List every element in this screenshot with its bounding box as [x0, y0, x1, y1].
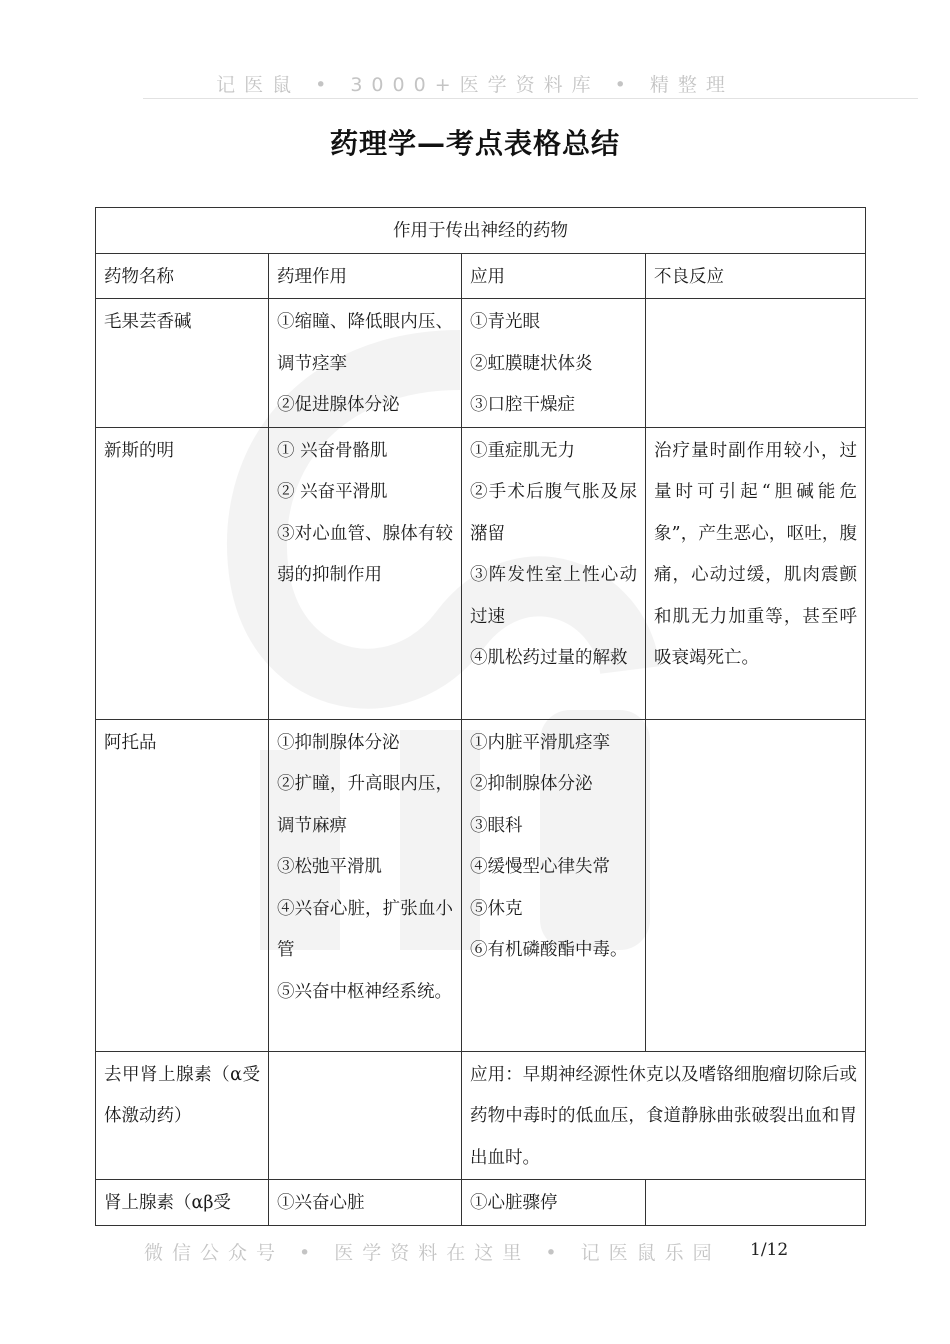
drug-name-cell: 毛果芸香碱 [96, 299, 269, 428]
drug-use-cell: ①重症肌无力 ②手术后腹气胀及尿潴留 ③阵发性室上性心动过速 ④肌松药过量的解救 [462, 427, 646, 719]
column-header: 药理作用 [269, 253, 462, 299]
table-row [96, 299, 866, 428]
page-title: 药理学—考点表格总结 [329, 127, 620, 160]
drug-name-cell: 肾上腺素（αβ受 [96, 1180, 269, 1226]
table-row [96, 1051, 866, 1180]
drug-adverse-cell [646, 719, 866, 1051]
table-row [96, 719, 866, 1051]
table-row [96, 1180, 866, 1226]
drug-name-cell: 阿托品 [96, 719, 269, 1051]
drug-table [95, 207, 866, 1226]
drug-name-cell: 去甲肾上腺素（α受体激动药） [96, 1051, 269, 1180]
drug-name-cell: 新斯的明 [96, 427, 269, 719]
page-footer: 微信公众号 • 医学资料在这里 • 记医鼠乐园 [144, 1242, 721, 1264]
drug-action-cell: ①兴奋心脏 [269, 1180, 462, 1226]
column-header: 药物名称 [96, 253, 269, 299]
drug-adverse-cell [646, 1180, 866, 1226]
drug-use-cell: ①青光眼 ②虹膜睫状体炎 ③口腔干燥症 [462, 299, 646, 428]
table-row [96, 427, 866, 719]
column-header: 不良反应 [646, 253, 866, 299]
drug-action-cell [269, 1051, 462, 1180]
page-number: 1/12 [750, 1240, 789, 1260]
column-header: 应用 [462, 253, 646, 299]
drug-use-cell: ①内脏平滑肌痉挛 ②抑制腺体分泌 ③眼科 ④缓慢型心律失常 ⑤休克 ⑥有机磷酸酯中毒。 [462, 719, 646, 1051]
drug-adverse-cell [646, 299, 866, 428]
header-divider [143, 98, 918, 99]
drug-action-cell: ①抑制腺体分泌 ②扩瞳，升高眼内压，调节麻痹 ③松弛平滑肌 ④兴奋心脏，扩张血小管 ⑤兴奋中枢神经系统。 [269, 719, 462, 1051]
drug-action-cell: ①缩瞳、降低眼内压、调节痉挛 ②促进腺体分泌 [269, 299, 462, 428]
drug-action-cell: ① 兴奋骨骼肌 ② 兴奋平滑肌 ③对心血管、腺体有较弱的抑制作用 [269, 427, 462, 719]
drug-use-cell: 应用：早期神经源性休克以及嗜铬细胞瘤切除后或药物中毒时的低血压，食道静脉曲张破裂出血和胃出血时。 [462, 1051, 866, 1180]
page-header: 记医鼠 • 3000+医学资料库 • 精整理 [216, 74, 734, 96]
drug-adverse-cell: 治疗量时副作用较小，过量时可引起“胆碱能危象”，产生恶心，呕吐，腹痛，心动过缓，肌肉震颤和肌无力加重等，甚至呼吸衰竭死亡。 [646, 427, 866, 719]
drug-use-cell: ①心脏骤停 [462, 1180, 646, 1226]
table-section-title: 作用于传出神经的药物 [96, 208, 866, 254]
